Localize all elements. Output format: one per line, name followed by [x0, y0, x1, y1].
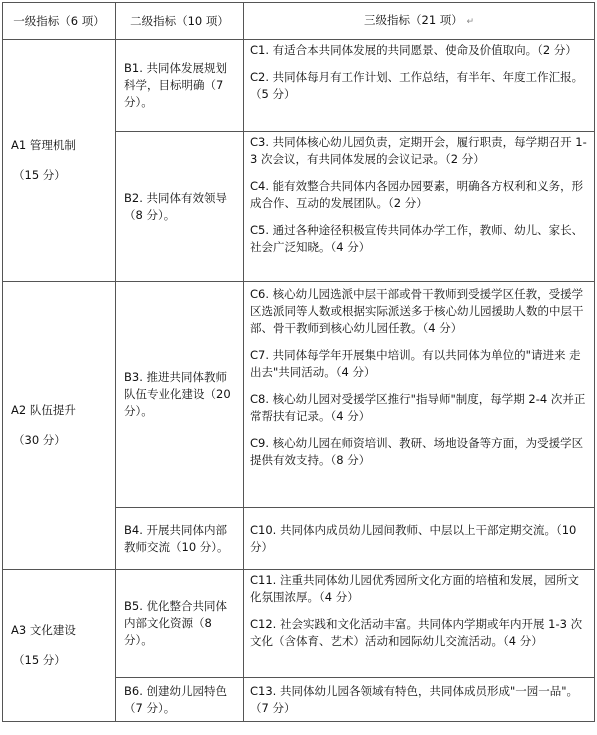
level3-item: C12. 社会实践和文化活动丰富。共同体内学期或年内开展 1-3 次文化（含体育、艺术）活动和园际幼儿交流活动。（4 分） — [250, 617, 583, 648]
level3-item: C1. 有适合本共同体发展的共同愿景、使命及价值取向。（2 分） — [250, 43, 577, 57]
table-row — [3, 282, 595, 508]
level1-cell — [3, 40, 116, 282]
level3-cell — [244, 132, 595, 282]
level1-cell — [3, 282, 116, 570]
level3-item: C3. 共同体核心幼儿园负责，定期开会，履行职责，每学期召开 1-3 次会议，有共同体发展的会议记录。（2 分） — [250, 135, 587, 166]
header-level3: 三级指标（21 项） ↵ — [244, 3, 595, 40]
level1-cell — [3, 570, 116, 722]
header-level1: 一级指标（6 项） — [3, 3, 116, 40]
header-row — [3, 3, 595, 40]
level3-item: C2. 共同体每月有工作计划、工作总结，有半年、年度工作汇报。（5 分） — [250, 70, 584, 101]
table-row — [3, 570, 595, 678]
table-row — [3, 40, 595, 132]
level3-item: C5. 通过各种途径积极宣传共同体办学工作，教师、幼儿、家长、社会广泛知晓。（4 分） — [250, 223, 584, 254]
level1-score: （30 分） — [13, 433, 66, 447]
level3-cell — [244, 570, 595, 678]
level2-cell: B6. 创建幼儿园特色（7 分）。 — [116, 678, 244, 722]
level1-name: A3 文化建设 — [11, 623, 76, 637]
level3-cell — [244, 678, 595, 722]
level1-name: A1 管理机制 — [11, 138, 76, 152]
level2-cell: B4. 开展共同体内部教师交流（10 分）。 — [116, 508, 244, 570]
level1-name: A2 队伍提升 — [11, 403, 76, 417]
level3-item: C8. 核心幼儿园对受援学区推行"指导师"制度，每学期 2-4 次并正常帮扶有记录。（4 分） — [250, 392, 586, 423]
level3-item: C7. 共同体每学年开展集中培训。有以共同体为单位的"请进来 走出去"共同活动。（4 分） — [250, 348, 581, 379]
level3-cell — [244, 40, 595, 132]
level3-item: C11. 注重共同体幼儿园优秀园所文化方面的培植和发展，园所文化氛围浓厚。（4 分） — [250, 573, 579, 604]
level3-item: C10. 共同体内成员幼儿园间教师、中层以上干部定期交流。（10 分） — [250, 522, 577, 554]
level3-cell — [244, 508, 595, 570]
level3-item: C4. 能有效整合共同体内各园办园要素，明确各方权利和义务，形成合作、互动的发展团队。（2 分） — [250, 179, 584, 210]
level2-cell: B2. 共同体有效领导（8 分）。 — [116, 132, 244, 282]
level1-score: （15 分） — [13, 653, 66, 667]
level1-score: （15 分） — [13, 168, 66, 182]
level2-cell: B1. 共同体发展规划科学，目标明确（7 分）。 — [116, 40, 244, 132]
level3-item: C13. 共同体幼儿园各领域有特色，共同体成员形成"一园一品"。（7 分） — [250, 683, 579, 715]
level2-cell: B5. 优化整合共同体内部文化资源（8 分）。 — [116, 570, 244, 678]
level2-cell: B3. 推进共同体教师队伍专业化建设（20 分）。 — [116, 282, 244, 508]
header-level2: 二级指标（10 项） — [116, 3, 244, 40]
level3-cell — [244, 282, 595, 508]
indicator-table — [2, 2, 595, 722]
level3-item: C9. 核心幼儿园在师资培训、教研、场地设备等方面，为受援学区提供有效支持。（8 分） — [250, 436, 584, 467]
level3-item: C6. 核心幼儿园选派中层干部或骨干教师到受援学区任教，受援学区选派同等人数或根据实际派送多于核心幼儿园援助人数的中层干部、骨干教师到核心幼儿园任教。（4 分） — [250, 287, 584, 335]
